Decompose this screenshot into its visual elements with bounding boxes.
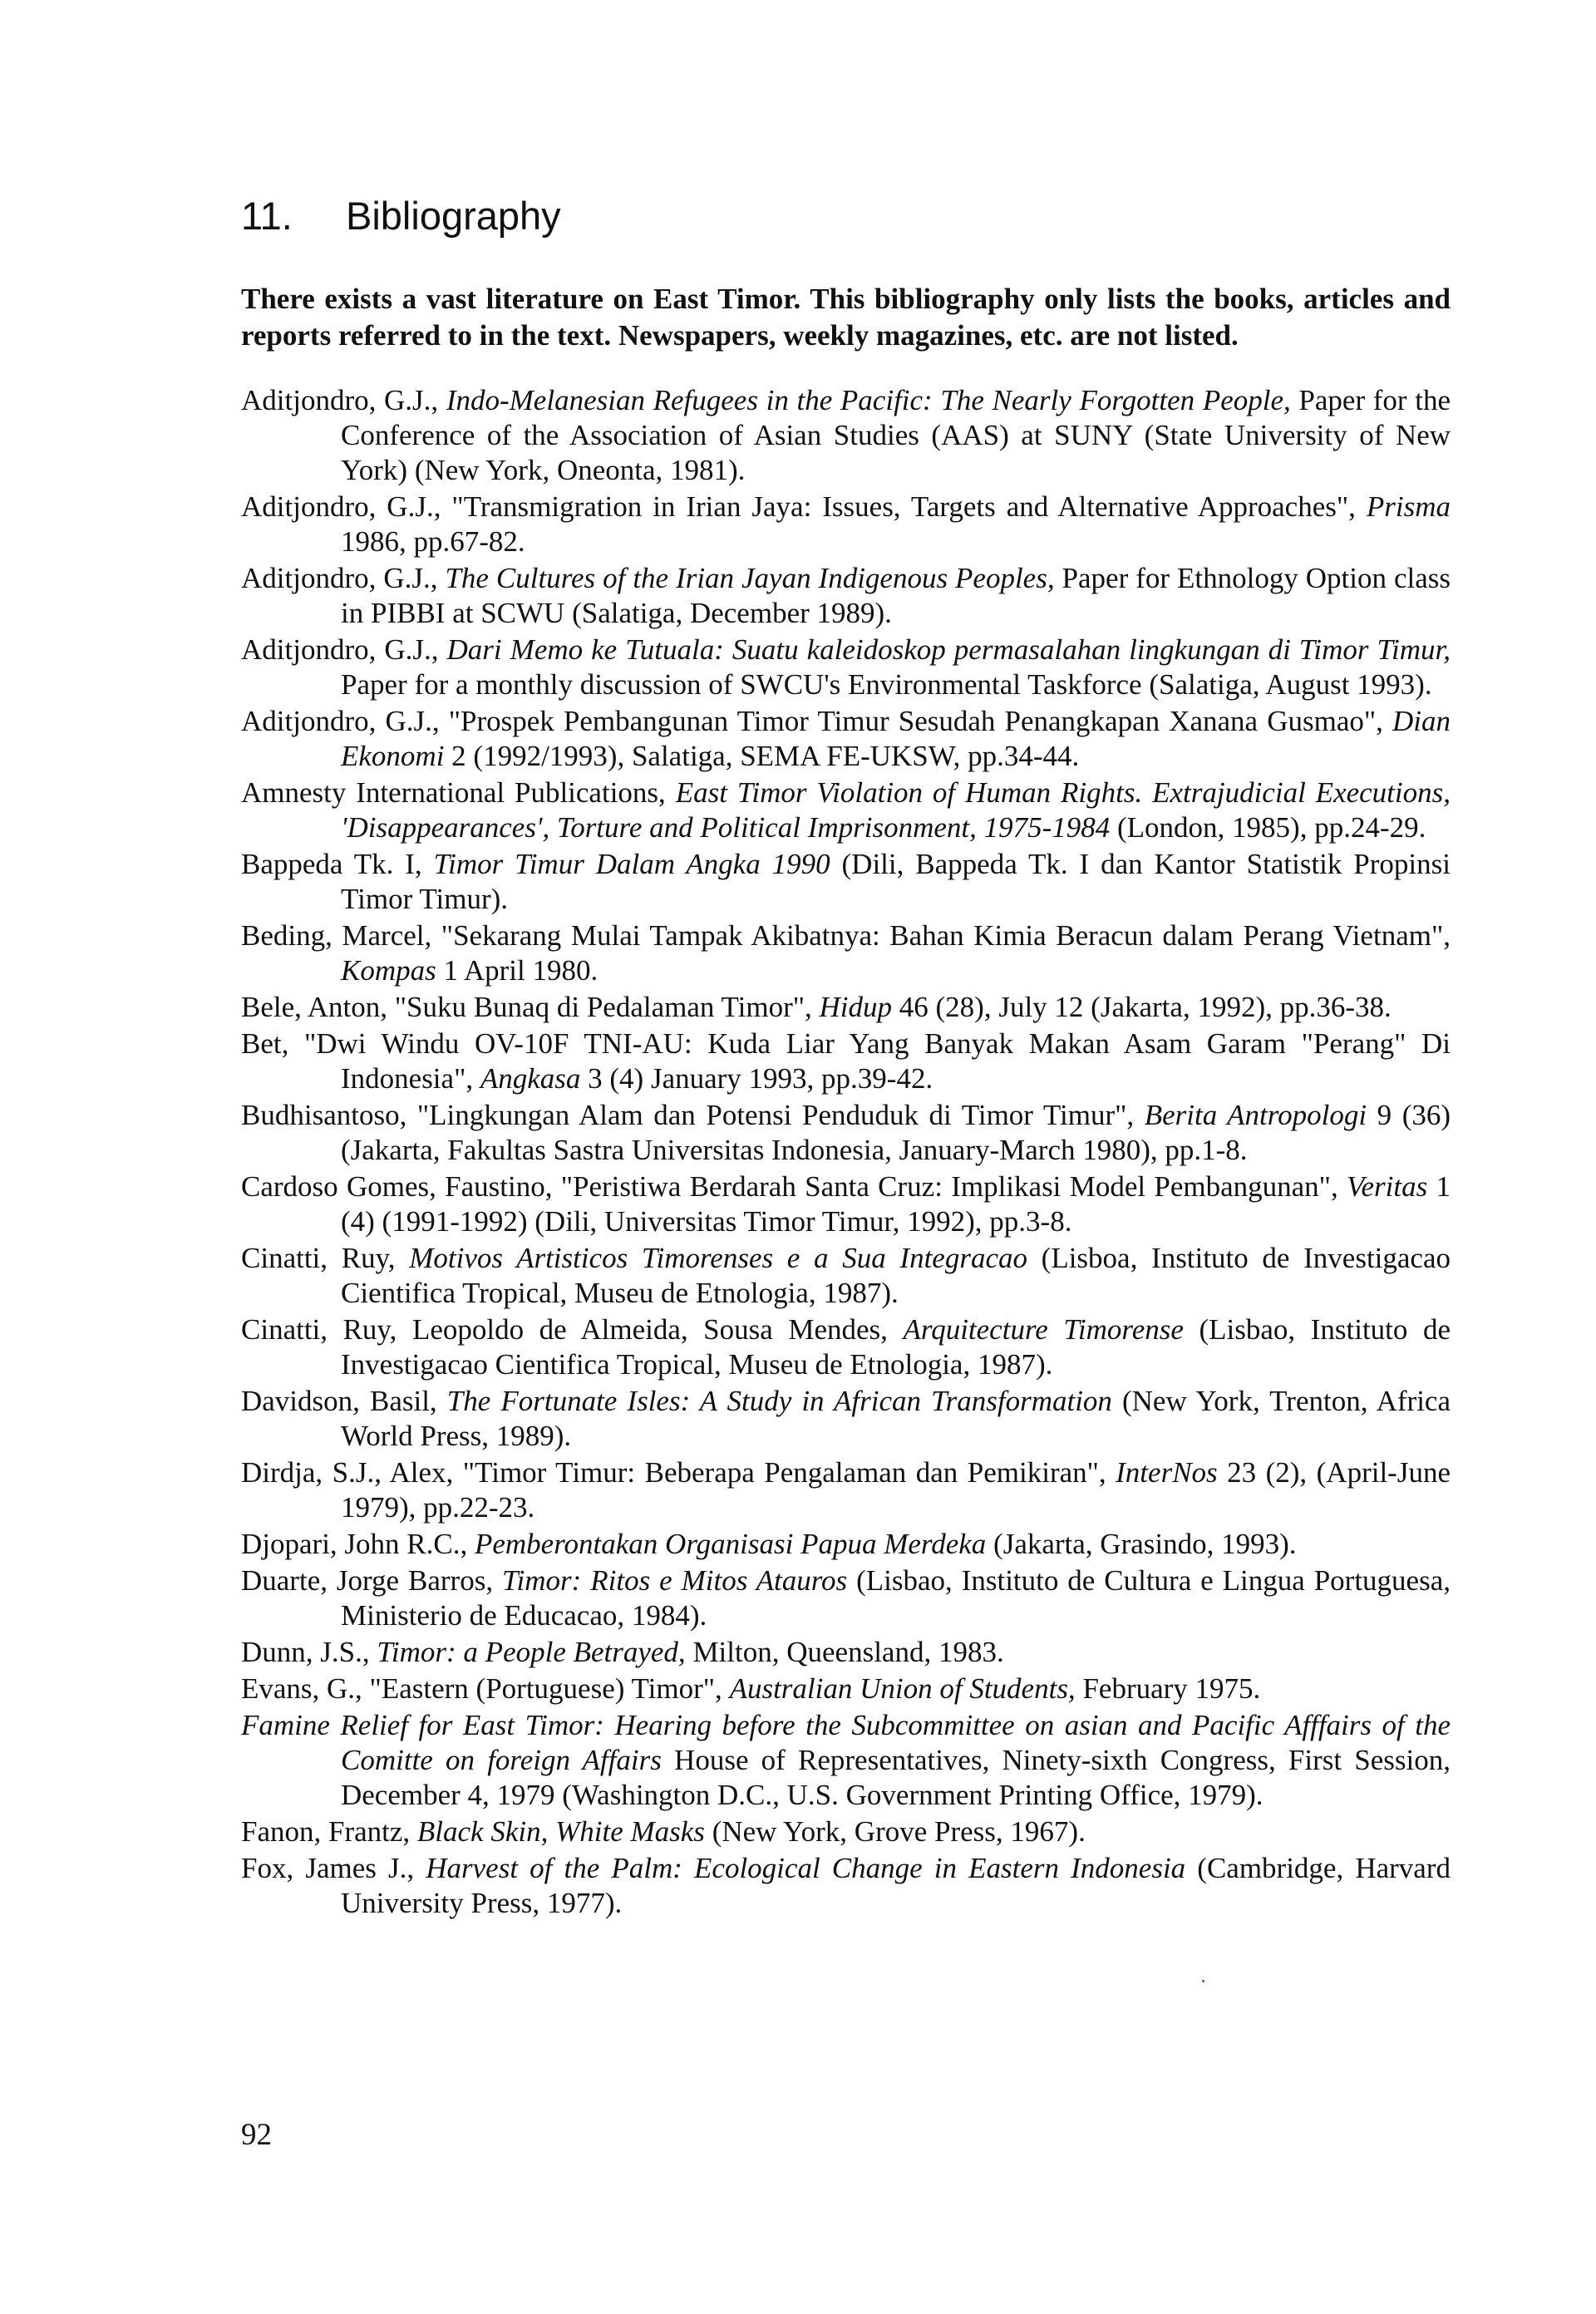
entry-title-italic: Timor: Ritos e Mitos Atauros (502, 1564, 848, 1597)
entry-title-italic: Timor: a People Betrayed, (377, 1636, 686, 1668)
entry-publication-text: (New York, Grove Press, 1967). (704, 1815, 1086, 1848)
entry-publication-text: (Lisbao, Instituto de Investigacao Cientifica Tropical, Museu de Etnologia, 1987). (341, 1313, 1451, 1381)
entry-publication-text: 1 (4) (1991-1992) (Dili, Universitas Timor Timur, 1992), pp.3-8. (341, 1170, 1451, 1238)
entry-author-text: Djopari, John R.C., (241, 1528, 475, 1560)
bibliography-entry (241, 561, 1451, 631)
entry-title-italic: The Cultures of the Irian Jayan Indigenous Peoples, (445, 562, 1055, 594)
entry-title-italic: Indo-Melanesian Refugees in the Pacific: The Nearly Forgotten People, (446, 384, 1291, 416)
entry-publication-text: 23 (2), (April-June 1979), pp.22-23. (341, 1456, 1451, 1524)
entry-author-text: Dirdja, S.J., Alex, "Timor Timur: Beberapa Pengalaman dan Pemikiran", (241, 1456, 1116, 1489)
entry-title-italic: East Timor Violation of Human Rights. Extrajudicial Executions, 'Disappearances', Torture and Political Imprisonment, 1975-1984 (341, 776, 1451, 844)
entry-author-text: Aditjondro, G.J., (241, 633, 447, 666)
bibliography-entry (241, 1814, 1451, 1849)
bibliography-entry (241, 1384, 1451, 1454)
entry-title-italic: Black Skin, White Masks (416, 1815, 705, 1848)
entry-publication-text: Paper for the Conference of the Association of Asian Studies (AAS) at SUNY (State University of New York) (New York, Oneonta, 1981). (341, 384, 1451, 486)
entry-publication-text: 1986, pp.67-82. (341, 525, 525, 558)
bibliography-entry (241, 1455, 1451, 1525)
bibliography-entry (241, 1027, 1451, 1096)
entry-title-italic: Motivos Artisticos Timorenses e a Sua Integracao (409, 1242, 1027, 1274)
bibliography-list (241, 383, 1451, 1923)
bibliography-entry (241, 1098, 1451, 1168)
page-number: 92 (241, 2118, 272, 2152)
entry-publication-text: (Dili, Bappeda Tk. I dan Kantor Statistik Propinsi Timor Timur). (341, 848, 1451, 915)
bibliography-entry (241, 847, 1451, 917)
entry-publication-text: House of Representatives, Ninety-sixth Congress, First Session, December 4, 1979 (Washington D.C., U.S. Government Printing Office, 1979). (341, 1744, 1451, 1811)
entry-publication-text: (Lisboa, Instituto de Investigacao Cientifica Tropical, Museu de Etnologia, 1987). (341, 1242, 1451, 1309)
section-title: Bibliography (346, 194, 561, 238)
bibliography-entry (241, 1708, 1451, 1813)
entry-title-italic: Australian Union of Students, (729, 1672, 1076, 1705)
entry-title-italic: Pemberontakan Organisasi Papua Merdeka (474, 1528, 987, 1560)
page-title (241, 193, 561, 239)
entry-publication-text: 2 (1992/1993), Salatiga, SEMA FE-UKSW, pp.34-44. (444, 740, 1080, 772)
entry-title-italic: Timor Timur Dalam Angka 1990 (433, 848, 830, 880)
bibliography-entry (241, 990, 1451, 1025)
entry-author-text: Fox, James J., (241, 1852, 426, 1884)
entry-publication-text: 9 (36) (Jakarta, Fakultas Sastra Universitas Indonesia, January-March 1980), pp.1-8. (341, 1099, 1451, 1166)
entry-author-text: Aditjondro, G.J., "Prospek Pembangunan Timor Timur Sesudah Penangkapan Xanana Gusmao", (241, 705, 1392, 737)
entry-author-text: Fanon, Frantz, (241, 1815, 417, 1848)
bibliography-entry (241, 633, 1451, 702)
entry-title-italic: Veritas (1346, 1170, 1428, 1203)
entry-title-italic: The Fortunate Isles: A Study in African Transformation (446, 1385, 1112, 1417)
entry-author-text: Cinatti, Ruy, Leopoldo de Almeida, Sousa Mendes, (241, 1313, 904, 1346)
bibliography-entry (241, 383, 1451, 488)
bibliography-entry (241, 704, 1451, 774)
entry-title-italic: Hidup (819, 991, 893, 1023)
bibliography-entry (241, 1241, 1451, 1311)
entry-author-text: Davidson, Basil, (241, 1385, 447, 1417)
entry-title-italic: Berita Antropologi (1144, 1099, 1367, 1131)
entry-author-text: Budhisantoso, "Lingkungan Alam dan Potensi Penduduk di Timor Timur", (241, 1099, 1145, 1131)
entry-title-italic: Famine Relief for East Timor: Hearing before the Subcommittee on asian and Pacific Afffairs of the Comitte on foreign Affairs (241, 1709, 1451, 1776)
entry-publication-text: Paper for a monthly discussion of SWCU's Environmental Taskforce (Salatiga, August 1993). (341, 668, 1432, 701)
entry-title-italic: Dari Memo ke Tutuala: Suatu kaleidoskop permasalahan lingkungan di Timor Timur, (446, 633, 1451, 666)
section-number: 11. (241, 194, 293, 238)
entry-author-text: Bet, "Dwi Windu OV-10F TNI-AU: Kuda Liar Yang Banyak Makan Asam Garam "Perang" Di Indonesia", (241, 1027, 1451, 1095)
intro-paragraph: There exists a vast literature on East Timor. This bibliography only lists the books, articles and reports referred to in the text. Newspapers, weekly magazines, etc. are not listed. (241, 283, 1451, 352)
entry-publication-text: (Jakarta, Grasindo, 1993). (986, 1528, 1297, 1560)
entry-author-text: Cinatti, Ruy, (241, 1242, 410, 1274)
entry-author-text: Duarte, Jorge Barros, (241, 1564, 503, 1597)
entry-publication-text: (Cambridge, Harvard University Press, 1977). (341, 1852, 1451, 1919)
entry-publication-text: (New York, Trenton, Africa World Press, 1989). (341, 1385, 1451, 1452)
entry-publication-text: (London, 1985), pp.24-29. (1110, 811, 1426, 844)
entry-title-italic: InterNos (1116, 1456, 1218, 1489)
bibliography-entry (241, 1851, 1451, 1921)
entry-title-italic: Kompas (341, 954, 436, 987)
entry-publication-text: 46 (28), July 12 (Jakarta, 1992), pp.36-38. (892, 991, 1392, 1023)
entry-author-text: Beding, Marcel, "Sekarang Mulai Tampak Akibatnya: Bahan Kimia Beracun dalam Perang Vietnam", (241, 919, 1451, 952)
entry-author-text: Cardoso Gomes, Faustino, "Peristiwa Berdarah Santa Cruz: Implikasi Model Pembangunan", (241, 1170, 1347, 1203)
entry-author-text: Amnesty International Publications, (241, 776, 676, 809)
bibliography-entry (241, 1563, 1451, 1633)
entry-title-italic: Angkasa (480, 1062, 581, 1095)
entry-publication-text: February 1975. (1075, 1672, 1261, 1705)
entry-title-italic: Prisma (1366, 490, 1451, 523)
entry-author-text: Aditjondro, G.J., "Transmigration in Irian Jaya: Issues, Targets and Alternative Approaches", (241, 490, 1367, 523)
entry-title-italic: Arquitecture Timorense (903, 1313, 1184, 1346)
bibliography-entry (241, 1671, 1451, 1706)
bibliography-entry (241, 1312, 1451, 1382)
bibliography-entry (241, 918, 1451, 988)
bibliography-entry (241, 1169, 1451, 1239)
entry-publication-text: Milton, Queensland, 1983. (685, 1636, 1004, 1668)
entry-publication-text: 3 (4) January 1993, pp.39-42. (580, 1062, 933, 1095)
bibliography-entry (241, 775, 1451, 845)
bibliography-entry (241, 1527, 1451, 1562)
entry-title-italic: Dian Ekonomi (341, 705, 1451, 772)
entry-author-text: Evans, G., "Eastern (Portuguese) Timor", (241, 1672, 730, 1705)
entry-author-text: Dunn, J.S., (241, 1636, 377, 1668)
bibliography-entry (241, 490, 1451, 559)
entry-publication-text: (Lisbao, Instituto de Cultura e Lingua Portuguesa, Ministerio de Educacao, 1984). (341, 1564, 1451, 1632)
bibliography-entry (241, 1635, 1451, 1670)
entry-author-text: Aditjondro, G.J., (241, 384, 446, 416)
entry-author-text: Bele, Anton, "Suku Bunaq di Pedalaman Timor", (241, 991, 820, 1023)
entry-author-text: Aditjondro, G.J., (241, 562, 446, 594)
entry-title-italic: Harvest of the Palm: Ecological Change in Eastern Indonesia (426, 1852, 1186, 1884)
entry-author-text: Bappeda Tk. I, (241, 848, 434, 880)
scan-speck (1202, 1980, 1204, 1982)
entry-publication-text: 1 April 1980. (436, 954, 598, 987)
entry-publication-text: Paper for Ethnology Option class in PIBBI at SCWU (Salatiga, December 1989). (341, 562, 1451, 629)
